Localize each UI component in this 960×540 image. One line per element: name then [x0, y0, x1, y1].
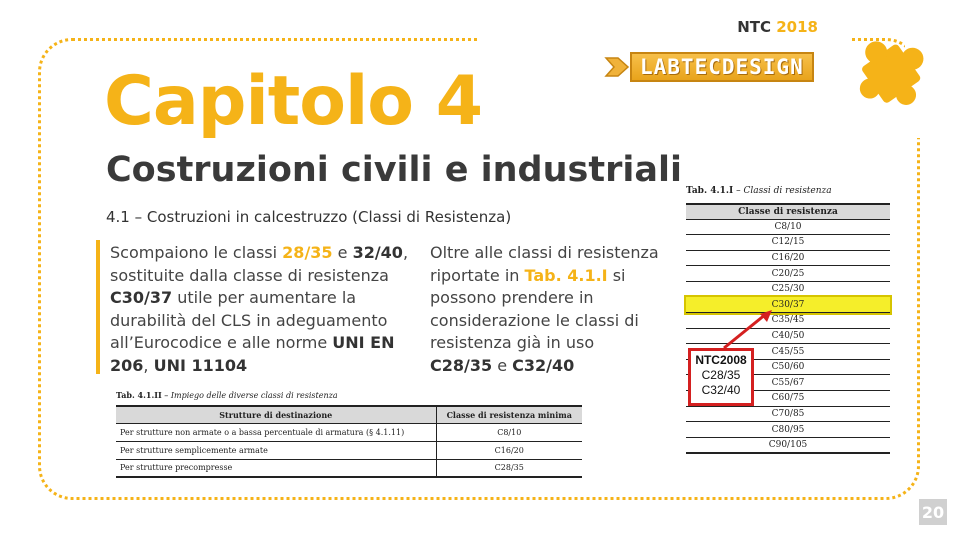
table-row-highlighted: C30/37 [686, 297, 890, 313]
table-row: Per strutture semplicemente armate C16/20 [116, 441, 582, 459]
table-row: C50/60 [686, 359, 890, 375]
table-header: Classe di resistenza [686, 204, 890, 219]
section-heading: 4.1 – Costruzioni in calcestruzzo (Classi di Resistenza) [106, 208, 512, 226]
paragraph-other-classes: Oltre alle classi di resistenza riportate in Tab. 4.1.I si possono prendere in considerazione le classi di resistenza già in uso C28/35 e C32/40 [430, 243, 659, 375]
table-header: Classe di resistenza minima [436, 406, 582, 423]
labtecdesign-logo [604, 50, 818, 84]
table-row: C55/67 [686, 375, 890, 391]
paragraph-classes-removed: Scompaiono le classi 28/35 e 32/40, sostituite dalla classe di resistenza C30/37 utile per aumentare la durabilità del CLS in adeguamento all’Eurocodice e alle norme UNI EN 206, UNI 11104 [110, 243, 409, 375]
logo-arrow-icon [604, 54, 630, 80]
table-4-1-ii [116, 405, 582, 478]
page-number: 20 [919, 499, 947, 525]
logo-text: LABTECDESIGN [630, 52, 814, 82]
table-header: Strutture di destinazione [116, 406, 436, 423]
table-4-1-ii-caption: Tab. 4.1.II – Impiego delle diverse classi di resistenza [116, 390, 338, 400]
table-row: C60/75 [686, 391, 890, 407]
ntc-label: NTC 2018 [737, 18, 818, 36]
table-row: C45/55 [686, 344, 890, 360]
table-row: C90/105 [686, 437, 890, 453]
table-row: C40/50 [686, 328, 890, 344]
table-row: C16/20 [686, 250, 890, 266]
table-row: Per strutture precompresse C28/35 [116, 459, 582, 477]
callout-arrow-icon [720, 308, 780, 352]
table-row: C80/95 [686, 422, 890, 438]
table-row: C25/30 [686, 281, 890, 297]
page-title: Capitolo 4 [104, 62, 483, 141]
table-row: Per strutture non armate o a bassa percentuale di armatura (§ 4.1.11) C8/10 [116, 423, 582, 441]
table-row: C35/45 [686, 313, 890, 329]
ntc2008-callout: NTC2008 C28/35 C32/40 [688, 348, 754, 406]
table-row: C8/10 [686, 219, 890, 235]
table-row: C20/25 [686, 266, 890, 282]
accent-bar [96, 240, 100, 374]
table-row: C12/15 [686, 235, 890, 251]
table-row: C70/85 [686, 406, 890, 422]
table-4-1-i [686, 203, 890, 454]
puzzle-icon [840, 22, 940, 122]
page-subtitle: Costruzioni civili e industriali [106, 150, 682, 190]
table-4-1-i-caption: Tab. 4.1.I – Classi di resistenza [686, 186, 832, 196]
